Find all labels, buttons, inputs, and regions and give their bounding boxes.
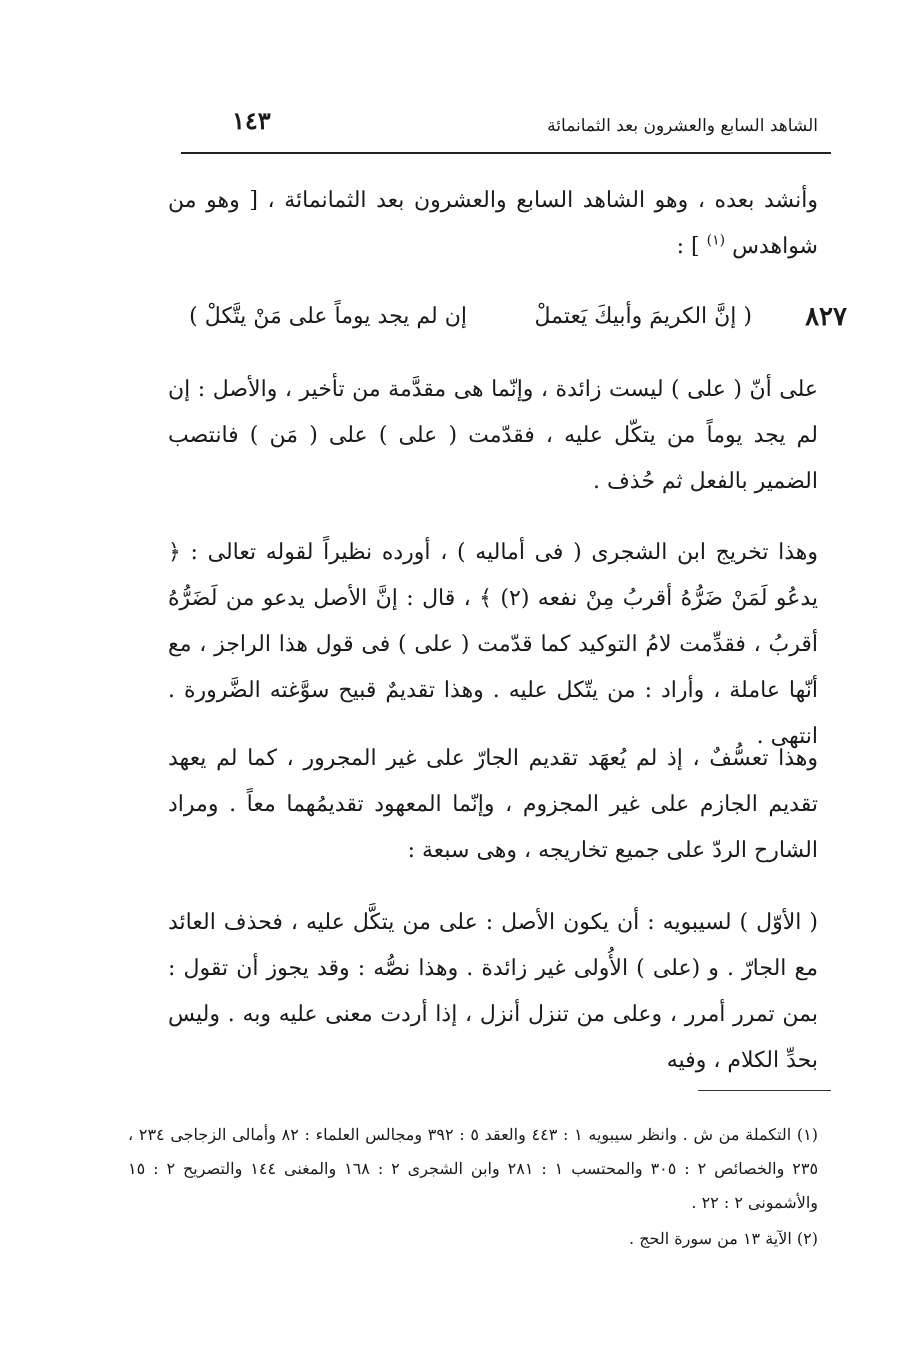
paragraph-2: وهذا تخريج ابن الشجرى ( فى أماليه ) ، أورده نظيراً لقوله تعالى : ﴿ يدعُو لَمَنْ ضَرُّهُ أقربُ مِنْ نفعه (٢) ﴾ ، قال : إنَّ الأصل يدعو من لَضَرُّهُ أقربُ ، فقدِّمت لامُ التوكيد كما قدّمت ( على ) فى قول هذا الراجز ، مع أنّها عاملة ، وأراد : من يتّكل عليه . وهذا تقديمٌ قبيح سوَّغته الضَّرورة . انتهى . — [168, 540, 819, 749]
verse-hemistich-2: إن لم يجد يوماً على مَنْ يتَّكلْ ) — [189, 304, 467, 329]
verse-hemistich-1: ( إنَّ الكريمَ وأبيكَ يَعتملْ — [534, 304, 752, 329]
paragraph-4: ( الأوّل ) لسيبويه : أن يكون الأصل : على من يتكَّل عليه ، فحذف العائد مع الجارّ . و (على ) الأُولى غير زائدة . وهذا نصُّه : وقد يجوز أن تقول : بمن تمرر أمرر ، وعلى من تنزل أنزل ، إذا أردت معنى عليه وبه . وليس بحدِّ الكلام ، وفيه — [168, 910, 818, 1073]
verse-number: ٨٢٧ — [805, 302, 847, 332]
paragraph-3: وهذا تعسُّفٌ ، إذ لم يُعهَد تقديم الجارّ على غير المجرور ، كما لم يعهد تقديم الجازم على غير المجزوم ، وإنّما المعهود تقديمُهما معاً . ومراد الشارح الردّ على جميع تخاريجه ، وهى سبعة : — [168, 746, 818, 863]
intro-line-1: وأنشد بعده ، وهو الشاهد السابع والعشرون بعد الثمانمائة ، [ وهو من — [168, 188, 818, 213]
footnote-1: (١) التكملة من ش . وانظر سيبويه ١ : ٤٤٣ والعقد ٥ : ٣٩٢ ومجالس العلماء : ٨٢ وأمالى الزجاجى ٢٣٤ ، ٢٣٥ والخصائص ٢ : ٣٠٥ والمحتسب ١ : ٢٨١ وابن الشجرى ٢ : ١٦٨ والمغنى ١٤٤ والتصريح ٢ : ١٥ والأشمونى ٢ : ٢٢ . — [128, 1125, 819, 1212]
paragraph-1: على أنّ ( على ) ليست زائدة ، وإنّما هى مقدَّمة من تأخير ، والأصل : إن لم يجد يوماً من يتكّل عليه ، فقدّمت ( على ) على ( مَن ) فانتصب الضمير بالفعل ثم حُذف . — [168, 377, 818, 494]
running-header-title: الشاهد السابع والعشرون بعد الثمانمائة — [547, 116, 818, 136]
verse-block — [112, 300, 847, 344]
intro-line-2 — [168, 224, 818, 270]
footnote-2: (٢) الآية ١٣ من سورة الحج . — [629, 1229, 818, 1248]
intro-line-2-end: ] : — [676, 234, 700, 259]
intro-line-2-text: شواهدس — [732, 234, 818, 259]
header-divider — [181, 152, 831, 154]
footnote-ref-1: (١) — [706, 232, 726, 249]
page-number: ١٤٣ — [232, 106, 271, 135]
footnote-divider — [698, 1090, 831, 1091]
